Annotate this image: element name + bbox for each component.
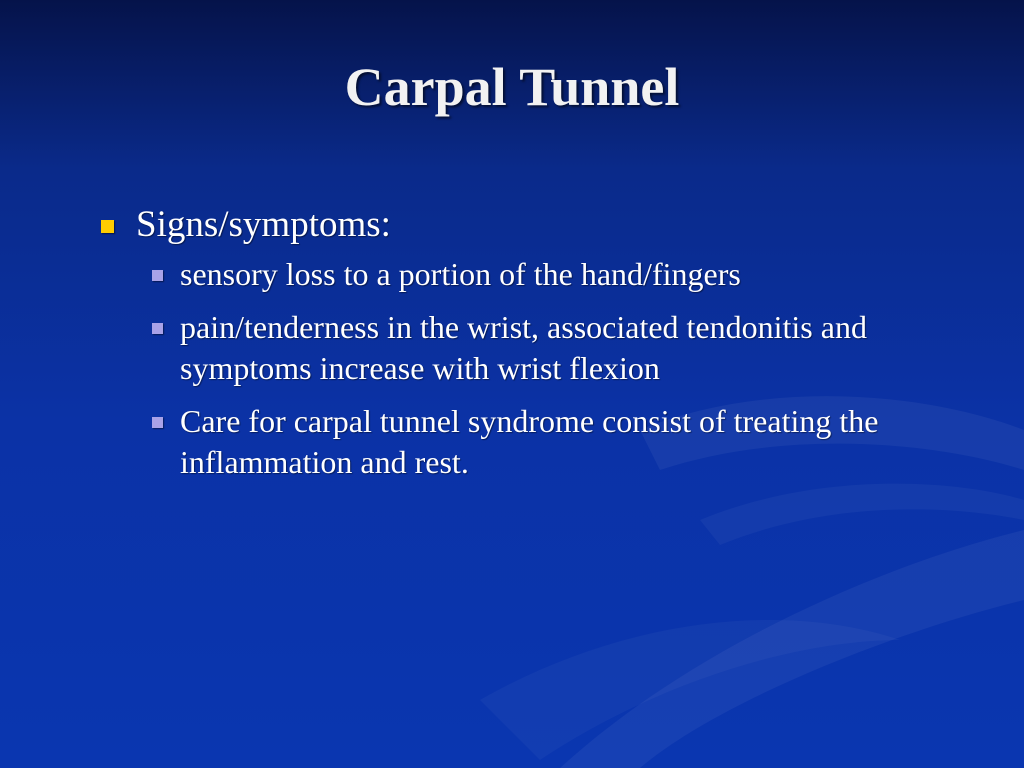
square-bullet-icon: [152, 323, 163, 334]
sub-bullet-text: pain/tenderness in the wrist, associated tendonitis and symptoms increase with wrist flexion: [180, 309, 867, 386]
sub-bullet-list: [96, 254, 916, 483]
sub-bullet-item-pain-tenderness: [150, 307, 916, 389]
sub-bullet-text: sensory loss to a portion of the hand/fingers: [180, 256, 741, 292]
sub-bullet-item-sensory-loss: [150, 254, 916, 295]
square-bullet-icon: [152, 270, 163, 281]
sub-bullet-item-care: [150, 401, 916, 483]
slide-title: Carpal Tunnel: [344, 57, 680, 117]
slide-body: [96, 200, 916, 495]
bullet-text: Signs/symptoms:: [136, 204, 391, 245]
bullet-item-signs-symptoms: [96, 200, 916, 250]
square-bullet-icon: [152, 417, 163, 428]
sub-bullet-text: Care for carpal tunnel syndrome consist of treating the inflammation and rest.: [180, 403, 879, 480]
square-bullet-icon: [101, 220, 114, 233]
